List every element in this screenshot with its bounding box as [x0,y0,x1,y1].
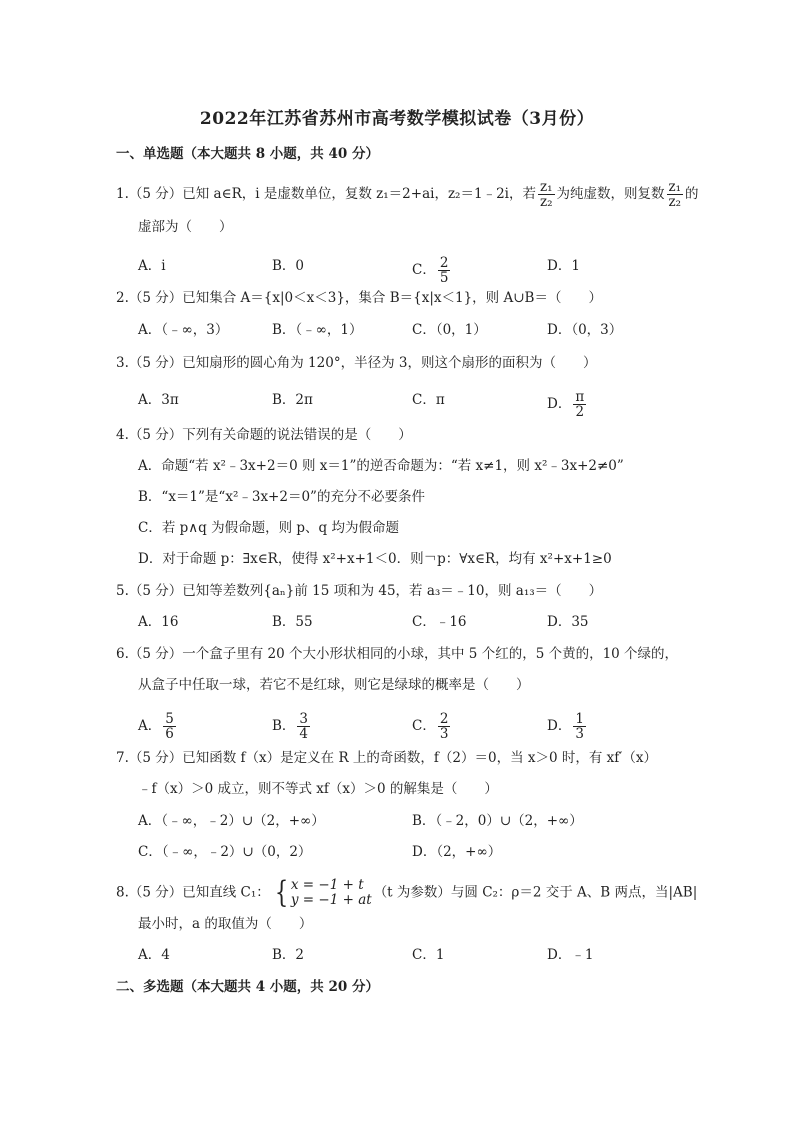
option-letter: C． [412,718,436,734]
fraction-denominator: 4 [299,726,309,742]
system-row-1: x = −1 + t [290,877,364,893]
question-8-option-c: C．1 [412,947,445,963]
question-4-option-d: D．对于命题 p：∃x∈R，使得 x²+x+1＜0．则￢p：∀x∈R，均有 x²+x+1≥0 [138,551,612,567]
question-5-option-b: B．55 [272,614,313,630]
question-4-option-a: A．命题“若 x²﹣3x+2＝0 则 x＝1”的逆否命题为：“若 x≠1，则 x²﹣3x+2≠0” [138,458,624,474]
question-3-option-d [547,390,588,419]
section-heading-single-choice: 一、单选题（本大题共 8 小题，共 40 分） [116,146,379,162]
fraction-z1-over-z2 [538,180,555,209]
question-4-option-b: B．“x＝1”是“x²﹣3x+2＝0”的充分不必要条件 [138,489,425,505]
question-3-option-b: B．2π [272,392,313,408]
system-row-2: y = −1 + at [290,892,372,908]
fraction-numerator: 2 [439,255,449,271]
fraction-2-over-5 [438,256,451,285]
fraction [438,712,451,741]
question-1-option-d: D．1 [547,258,580,274]
option-letter: C． [412,262,436,278]
fraction [163,712,176,741]
question-1-stem [116,180,699,209]
question-1-text-end: 的 [685,186,699,202]
fraction-denominator: z₂ [539,194,553,210]
fraction-numerator: 2 [439,711,449,727]
fraction-numerator: 3 [299,711,309,727]
option-letter: D． [547,718,572,734]
fraction-denominator: z₂ [668,194,682,210]
question-1-text-cont: 为纯虚数，则复数 [556,186,665,202]
question-8-option-d: D．﹣1 [547,947,594,963]
question-8-text: 8.（5 分）已知直线 C₁： [116,884,270,901]
question-2-option-d: D．（0，3） [547,322,623,338]
question-4-option-c: C．若 p∧q 为假命题，则 p、q 均为假命题 [138,520,399,536]
question-8-stem [116,875,698,910]
question-8-option-a: A．4 [138,947,170,963]
fraction-numerator: 5 [165,711,174,727]
question-3-option-a: A．3π [138,392,179,408]
question-6-option-b [272,712,312,741]
parametric-system [272,875,372,910]
question-1-option-c [412,256,452,285]
question-3-stem: 3.（5 分）已知扇形的圆心角为 120°，半径为 3，则这个扇形的面积为（ ） [116,355,597,371]
fraction-numerator: z₁ [668,179,682,195]
question-8-line2: 最小时，a 的取值为（ ） [138,916,313,932]
fraction [297,712,310,741]
option-letter: A． [138,718,162,734]
question-6-line2: 从盒子中任取一球，若它不是红球，则它是绿球的概率是（ ） [138,677,530,693]
question-2-stem: 2.（5 分）已知集合 A＝{x|0＜x＜3}，集合 B＝{x|x＜1}，则 A∪B＝（ ） [116,290,602,306]
question-2-option-a: A．（﹣∞，3） [138,322,229,338]
question-7-stem: 7.（5 分）已知函数 f（x）是定义在 R 上的奇函数，f（2）＝0，当 x＞0 时，有 xf′（x） [116,750,657,766]
question-1-option-a: A．i [138,258,166,274]
question-1-option-b: B．0 [272,258,305,274]
fraction [573,712,586,741]
fraction-denominator: 6 [165,726,174,742]
fraction-z1-over-z2-second [667,180,684,209]
question-4-stem: 4.（5 分）下列有关命题的说法错误的是（ ） [116,427,412,443]
question-5-stem: 5.（5 分）已知等差数列{aₙ}前 15 项和为 45，若 a₃＝﹣10，则 a₁₃＝（ ） [116,583,603,599]
question-7-line2: ﹣f（x）＞0 成立，则不等式 xf（x）＞0 的解集是（ ） [138,781,498,797]
fraction-pi-over-2 [573,390,586,419]
option-letter: D． [547,396,572,412]
question-6-option-c [412,712,452,741]
question-6-option-d [547,712,588,741]
fraction-numerator: z₁ [539,179,553,195]
question-7-option-b: B．（﹣2，0）∪（2，+∞） [412,813,583,829]
fraction-numerator: 1 [575,711,584,727]
question-2-option-b: B．（﹣∞，1） [272,322,363,338]
question-5-option-c: C．﹣16 [412,614,467,630]
system-rows [291,878,372,908]
question-6-option-a [138,712,178,741]
left-brace-icon: { [274,875,289,910]
question-5-option-d: D．35 [547,614,589,630]
question-8-option-b: B．2 [272,947,305,963]
question-2-option-c: C．（0，1） [412,322,487,338]
question-7-option-a: A．（﹣∞，﹣2）∪（2，+∞） [138,813,325,829]
fraction-denominator: 5 [439,270,449,286]
question-7-option-d: D．（2，+∞） [412,844,502,860]
question-1-text: 1.（5 分）已知 a∈R，i 是虚数单位，复数 z₁＝2+ai，z₂＝1﹣2i，若 [116,186,536,202]
question-6-stem: 6.（5 分）一个盒子里有 20 个大小形状相同的小球，其中 5 个红的，5 个黄的，10 个绿的， [116,646,679,662]
question-1-line2: 虚部为（ ） [138,219,233,235]
question-8-text-cont: （t 为参数）与圆 C₂：ρ＝2 交于 A、B 两点，当|AB| [373,884,698,901]
fraction-denominator: 3 [575,726,584,742]
question-7-option-c: C．（﹣∞，﹣2）∪（0，2） [138,844,312,860]
page-title: 2022年江苏省苏州市高考数学模拟试卷（3月份） [199,109,595,129]
question-3-option-c: C．π [412,392,445,408]
section-heading-multi-choice: 二、多选题（本大题共 4 小题，共 20 分） [116,979,379,995]
option-letter: B． [272,718,296,734]
fraction-numerator: π [575,389,585,405]
question-5-option-a: A．16 [138,614,179,630]
fraction-denominator: 3 [439,726,449,742]
fraction-denominator: 2 [575,404,585,420]
